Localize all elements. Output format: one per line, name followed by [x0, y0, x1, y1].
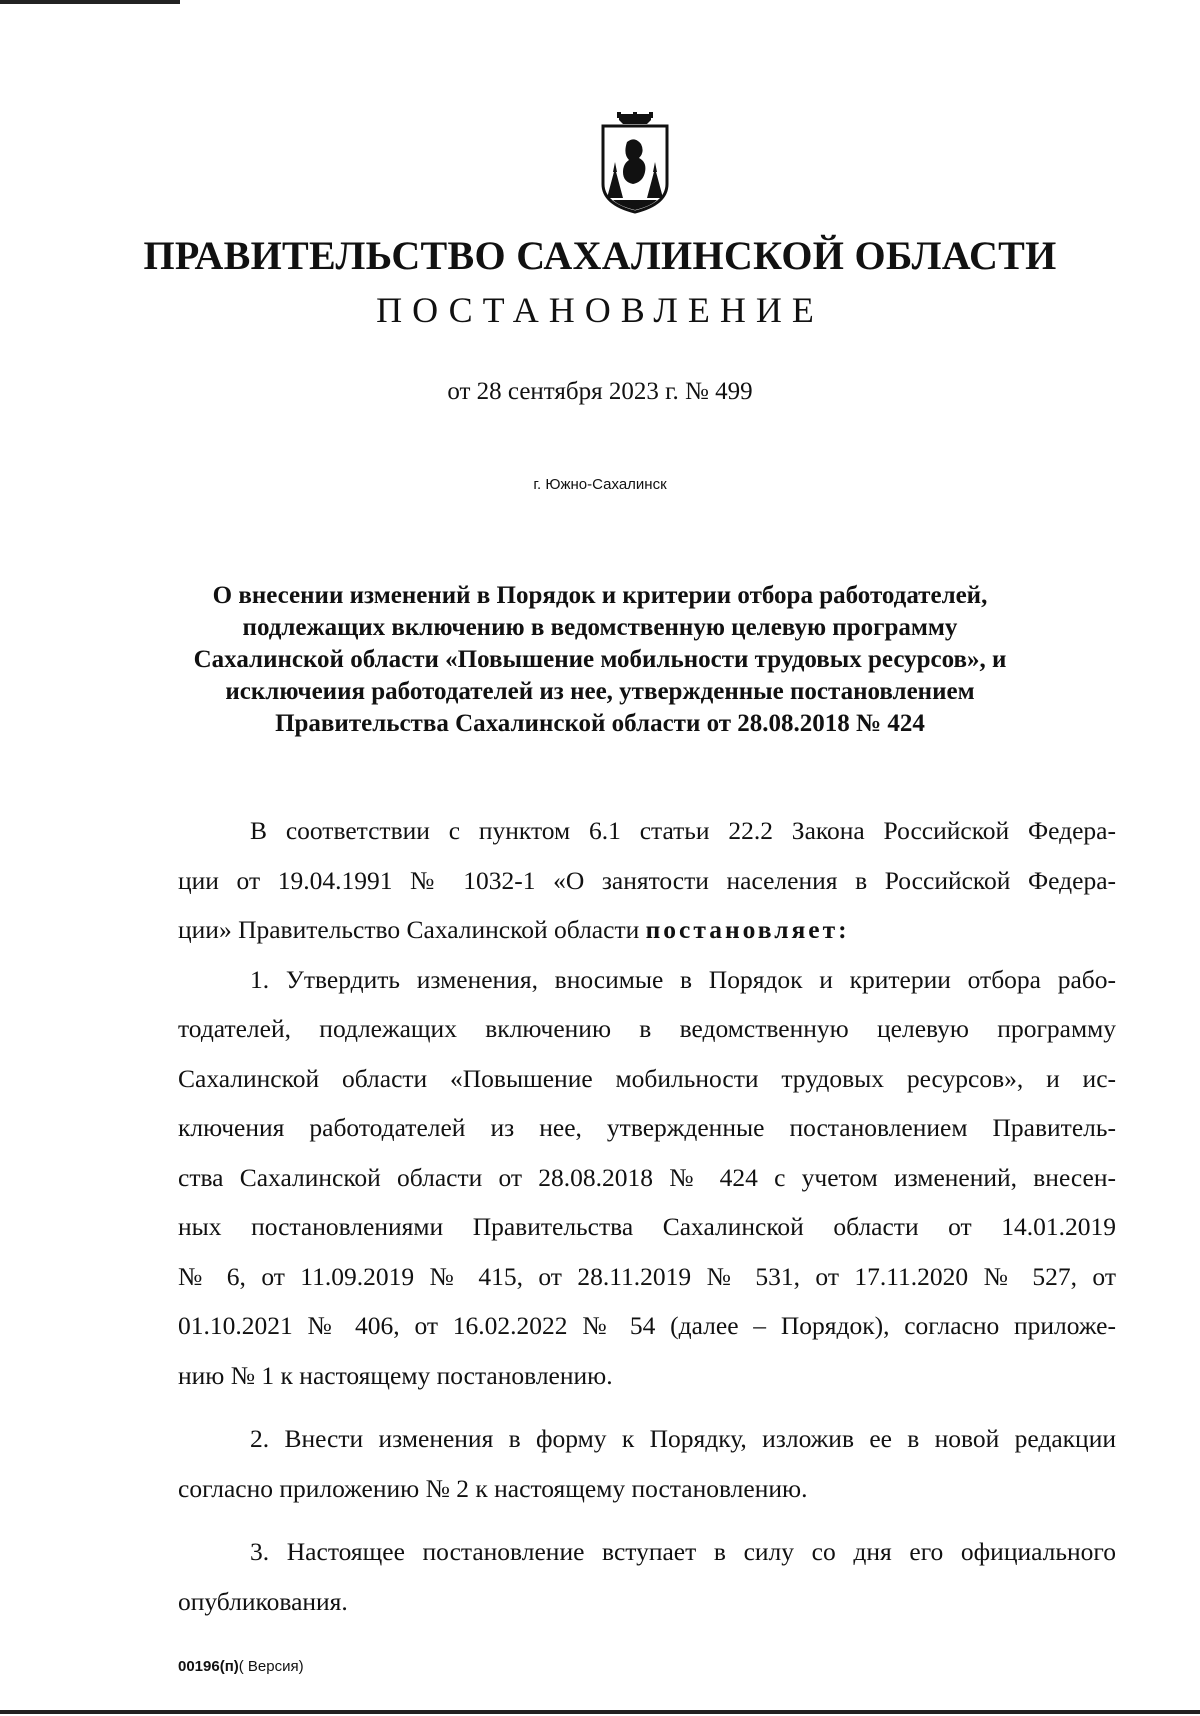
subject-line: исключеиия работодателей из нее, утвержденные постановлением	[225, 678, 975, 705]
item-3-line: опубликования.	[178, 1586, 348, 1616]
resolution-verb: постановляет:	[645, 915, 850, 944]
form-code: 00196(п)	[178, 1658, 239, 1675]
document-city: г. Южно-Сахалинск	[533, 476, 667, 493]
preamble-text: ции» Правительство Сахалинской области	[178, 915, 640, 944]
item-1-line: ства Сахалинской области от 28.08.2018 № 424 с учетом изменений, внесен-	[178, 1162, 1116, 1192]
coat-of-arms-icon	[597, 112, 673, 214]
subject-line: О внесении изменений в Порядок и критерии отбора работодателей,	[212, 582, 988, 609]
item-1-line: Сахалинской области «Повышение мобильности трудовых ресурсов», и ис-	[178, 1063, 1116, 1093]
item-1-line: 1. Утвердить изменения, вносимые в Порядок и критерии отбора рабо-	[250, 964, 1116, 994]
item-1-line: нию № 1 к настоящему постановлению.	[178, 1360, 613, 1390]
preamble-last-line	[178, 905, 1116, 955]
form-version: ( Версия)	[238, 1658, 304, 1675]
item-1-line: 01.10.2021 № 406, от 16.02.2022 № 54 (далее – Порядок), согласно приложе-	[178, 1311, 1116, 1340]
subject-line: Правительства Сахалинской области от 28.08.2018 № 424	[275, 710, 925, 737]
item-1-line: № 6, от 11.09.2019 № 415, от 28.11.2019 № 531, от 17.11.2020 № 527, от	[178, 1261, 1116, 1291]
form-code-footer	[178, 1658, 304, 1675]
item-2-line: 2. Внести изменения в форму к Порядку, изложив ее в новой редакции	[250, 1424, 1116, 1453]
item-2-line: согласно приложению № 2 к настоящему постановлению.	[178, 1473, 808, 1503]
document-subject	[160, 580, 1040, 740]
document-type: ПОСТАНОВЛЕНИЕ	[376, 290, 824, 330]
item-1-line: тодателей, подлежащих включению в ведомственную целевую программу	[178, 1014, 1116, 1043]
item-3-line: 3. Настоящее постановление вступает в силу со дня его официального	[250, 1537, 1116, 1566]
scan-edge-top	[0, 0, 180, 4]
item-1-line: ных постановлениями Правительства Сахалинской области от 14.01.2019	[178, 1212, 1116, 1241]
paragraph-gap	[178, 1400, 1116, 1414]
subject-line: Сахалинской области «Повышение мобильности трудовых ресурсов», и	[193, 646, 1007, 673]
item-1-line: ключения работодателей из нее, утвержденные постановлением Правитель-	[178, 1113, 1116, 1142]
preamble-line: В соответствии с пунктом 6.1 статьи 22.2 Закона Российской Федера-	[250, 816, 1116, 845]
paragraph-gap	[178, 1513, 1116, 1527]
preamble-line: ции от 19.04.1991 № 1032-1 «О занятости населения в Российской Федера-	[178, 865, 1116, 895]
document-body	[178, 806, 1116, 1626]
subject-line: подлежащих включению в ведомственную целевую программу	[242, 614, 958, 641]
document-date-number: от 28 сентября 2023 г. № 499	[447, 378, 753, 405]
scan-edge-bottom	[0, 1710, 1200, 1714]
government-title: ПРАВИТЕЛЬСТВО САХАЛИНСКОЙ ОБЛАСТИ	[143, 233, 1057, 278]
